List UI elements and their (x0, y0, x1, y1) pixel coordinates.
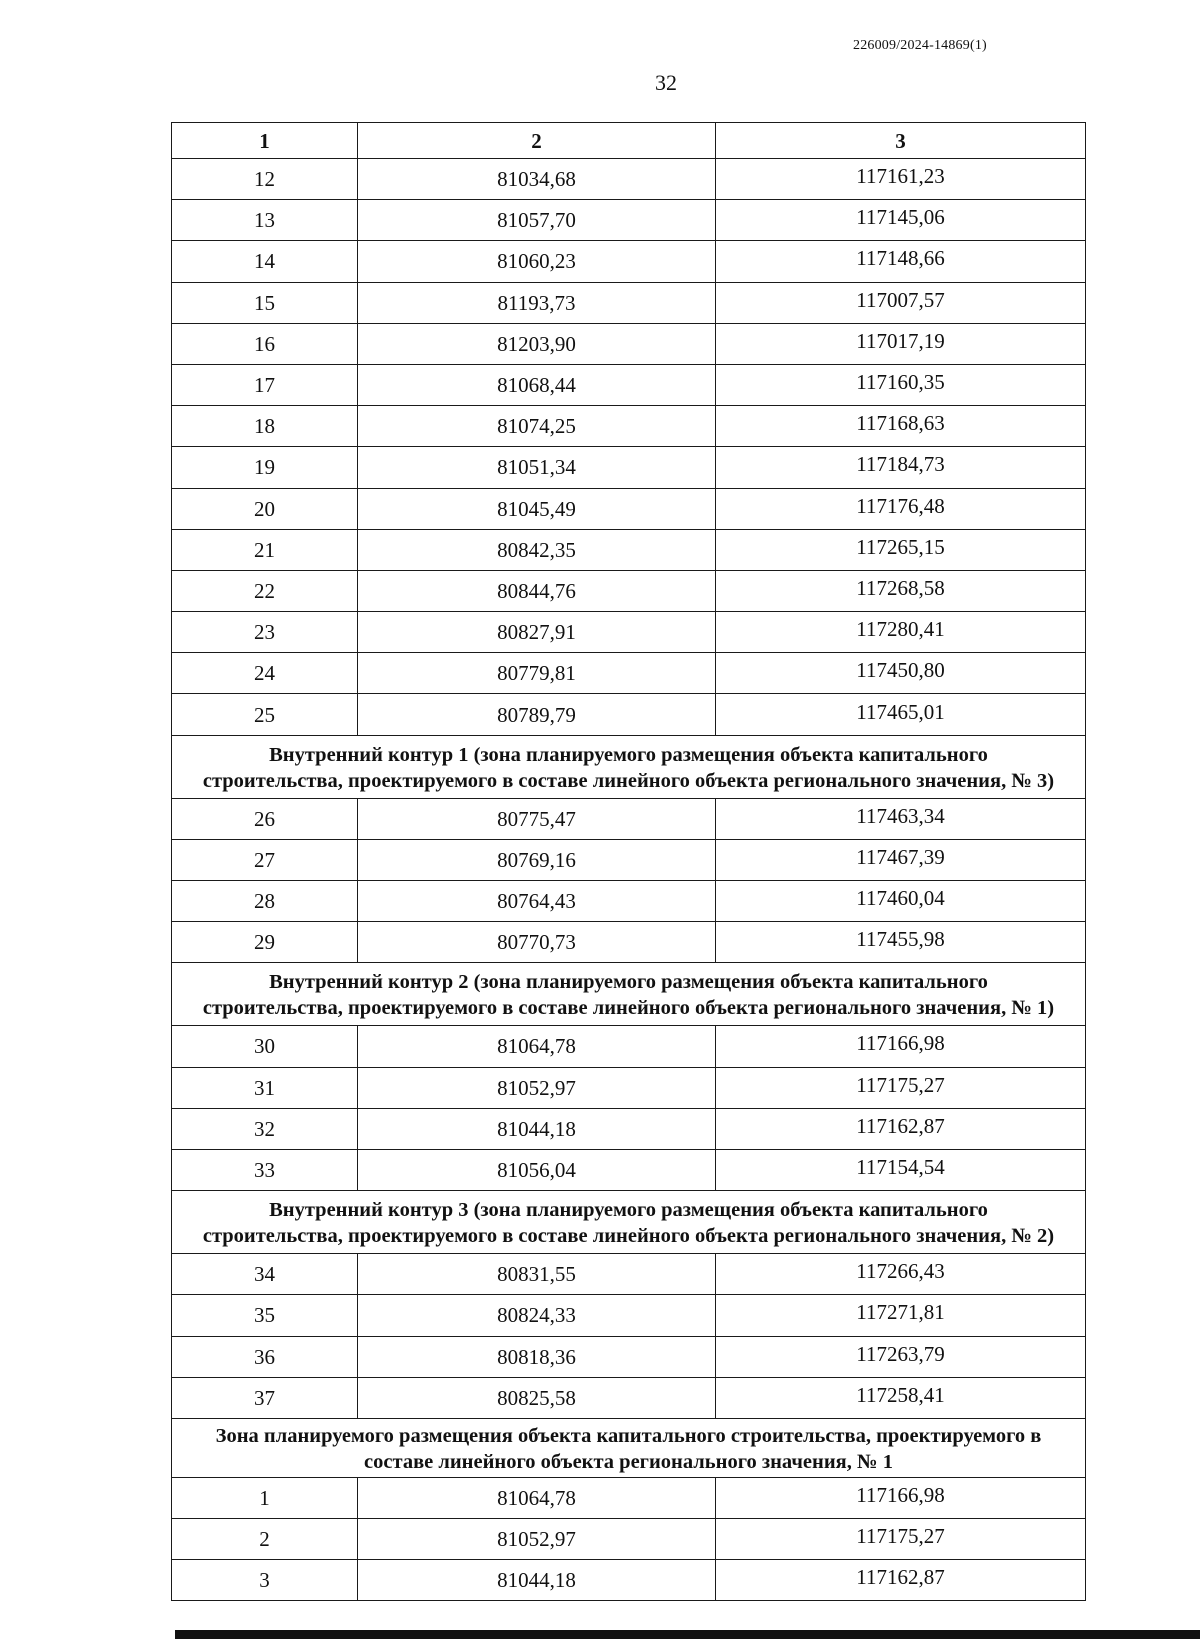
x-coordinate-cell: 81203,90 (358, 323, 716, 364)
y-coordinate-cell: 117166,98 (716, 1026, 1086, 1067)
table-row (172, 364, 1086, 405)
point-number-cell: 17 (172, 364, 358, 405)
y-coordinate-cell: 117184,73 (716, 447, 1086, 488)
document-number: 226009/2024-14869(1) (853, 38, 987, 53)
y-coordinate-cell: 117168,63 (716, 406, 1086, 447)
y-coordinate-cell: 117148,66 (716, 241, 1086, 282)
table-header (172, 123, 1086, 159)
table-row (172, 1254, 1086, 1295)
table-row (172, 1477, 1086, 1518)
column-header-1: 1 (172, 123, 358, 159)
point-number-cell: 21 (172, 529, 358, 570)
table-body (172, 159, 1086, 1601)
y-coordinate-cell: 117161,23 (716, 159, 1086, 200)
y-coordinate-cell: 117162,87 (716, 1108, 1086, 1149)
table-row (172, 447, 1086, 488)
point-number-cell: 3 (172, 1560, 358, 1601)
point-number-cell: 31 (172, 1067, 358, 1108)
section-title: Зона планируемого размещения объекта капитального строительства, проектируемого в составе линейного объекта регионального значения, № 1 (172, 1418, 1086, 1477)
table-row (172, 1026, 1086, 1067)
point-number-cell: 18 (172, 406, 358, 447)
header-row (172, 123, 1086, 159)
point-number-cell: 15 (172, 282, 358, 323)
y-coordinate-cell: 117467,39 (716, 839, 1086, 880)
point-number-cell: 2 (172, 1519, 358, 1560)
y-coordinate-cell: 117007,57 (716, 282, 1086, 323)
y-coordinate-cell: 117280,41 (716, 612, 1086, 653)
point-number-cell: 24 (172, 653, 358, 694)
table-row (172, 529, 1086, 570)
point-number-cell: 14 (172, 241, 358, 282)
x-coordinate-cell: 81068,44 (358, 364, 716, 405)
y-coordinate-cell: 117268,58 (716, 570, 1086, 611)
section-title: Внутренний контур 2 (зона планируемого размещения объекта капитального строительства, проектируемого в составе линейного объекта регионального значения, № 1) (172, 963, 1086, 1026)
x-coordinate-cell: 81064,78 (358, 1026, 716, 1067)
table-row (172, 1336, 1086, 1377)
y-coordinate-cell: 117258,41 (716, 1377, 1086, 1418)
table-row (172, 922, 1086, 963)
y-coordinate-cell: 117154,54 (716, 1149, 1086, 1190)
point-number-cell: 28 (172, 881, 358, 922)
x-coordinate-cell: 80769,16 (358, 839, 716, 880)
y-coordinate-cell: 117176,48 (716, 488, 1086, 529)
point-number-cell: 26 (172, 798, 358, 839)
table-row (172, 1560, 1086, 1601)
point-number-cell: 22 (172, 570, 358, 611)
y-coordinate-cell: 117175,27 (716, 1519, 1086, 1560)
scan-edge-bar (175, 1630, 1200, 1639)
y-coordinate-cell: 117162,87 (716, 1560, 1086, 1601)
x-coordinate-cell: 80779,81 (358, 653, 716, 694)
section-title: Внутренний контур 3 (зона планируемого размещения объекта капитального строительства, проектируемого в составе линейного объекта регионального значения, № 2) (172, 1191, 1086, 1254)
point-number-cell: 1 (172, 1477, 358, 1518)
x-coordinate-cell: 81051,34 (358, 447, 716, 488)
point-number-cell: 19 (172, 447, 358, 488)
x-coordinate-cell: 80825,58 (358, 1377, 716, 1418)
x-coordinate-cell: 81056,04 (358, 1149, 716, 1190)
x-coordinate-cell: 80844,76 (358, 570, 716, 611)
x-coordinate-cell: 80831,55 (358, 1254, 716, 1295)
table-row (172, 406, 1086, 447)
y-coordinate-cell: 117175,27 (716, 1067, 1086, 1108)
point-number-cell: 16 (172, 323, 358, 364)
point-number-cell: 27 (172, 839, 358, 880)
x-coordinate-cell: 81193,73 (358, 282, 716, 323)
table-row (172, 798, 1086, 839)
table-row (172, 1149, 1086, 1190)
point-number-cell: 37 (172, 1377, 358, 1418)
x-coordinate-cell: 80818,36 (358, 1336, 716, 1377)
table-row (172, 1067, 1086, 1108)
x-coordinate-cell: 81044,18 (358, 1108, 716, 1149)
table-row (172, 694, 1086, 735)
column-header-3: 3 (716, 123, 1086, 159)
point-number-cell: 36 (172, 1336, 358, 1377)
x-coordinate-cell: 81034,68 (358, 159, 716, 200)
y-coordinate-cell: 117271,81 (716, 1295, 1086, 1336)
section-row (172, 1418, 1086, 1477)
y-coordinate-cell: 117463,34 (716, 798, 1086, 839)
section-row (172, 735, 1086, 798)
y-coordinate-cell: 117450,80 (716, 653, 1086, 694)
y-coordinate-cell: 117266,43 (716, 1254, 1086, 1295)
page-number: 32 (655, 70, 677, 95)
table-row (172, 323, 1086, 364)
table-row (172, 200, 1086, 241)
point-number-cell: 13 (172, 200, 358, 241)
table-row (172, 488, 1086, 529)
coordinates-table (171, 122, 1086, 1601)
table-row (172, 839, 1086, 880)
table-row (172, 653, 1086, 694)
y-coordinate-cell: 117145,06 (716, 200, 1086, 241)
y-coordinate-cell: 117265,15 (716, 529, 1086, 570)
table-row (172, 282, 1086, 323)
table-row (172, 570, 1086, 611)
point-number-cell: 35 (172, 1295, 358, 1336)
section-title: Внутренний контур 1 (зона планируемого размещения объекта капитального строительства, проектируемого в составе линейного объекта регионального значения, № 3) (172, 735, 1086, 798)
x-coordinate-cell: 80770,73 (358, 922, 716, 963)
point-number-cell: 23 (172, 612, 358, 653)
y-coordinate-cell: 117263,79 (716, 1336, 1086, 1377)
table-row (172, 1108, 1086, 1149)
point-number-cell: 32 (172, 1108, 358, 1149)
x-coordinate-cell: 81045,49 (358, 488, 716, 529)
table-row (172, 881, 1086, 922)
table-row (172, 612, 1086, 653)
x-coordinate-cell: 81064,78 (358, 1477, 716, 1518)
table-row (172, 1295, 1086, 1336)
x-coordinate-cell: 81052,97 (358, 1519, 716, 1560)
point-number-cell: 34 (172, 1254, 358, 1295)
table-row (172, 241, 1086, 282)
x-coordinate-cell: 80775,47 (358, 798, 716, 839)
y-coordinate-cell: 117455,98 (716, 922, 1086, 963)
x-coordinate-cell: 80764,43 (358, 881, 716, 922)
x-coordinate-cell: 80842,35 (358, 529, 716, 570)
point-number-cell: 25 (172, 694, 358, 735)
x-coordinate-cell: 80824,33 (358, 1295, 716, 1336)
point-number-cell: 30 (172, 1026, 358, 1067)
x-coordinate-cell: 81074,25 (358, 406, 716, 447)
table-row (172, 1519, 1086, 1560)
y-coordinate-cell: 117465,01 (716, 694, 1086, 735)
x-coordinate-cell: 81060,23 (358, 241, 716, 282)
y-coordinate-cell: 117160,35 (716, 364, 1086, 405)
x-coordinate-cell: 81044,18 (358, 1560, 716, 1601)
y-coordinate-cell: 117460,04 (716, 881, 1086, 922)
x-coordinate-cell: 81052,97 (358, 1067, 716, 1108)
section-row (172, 1191, 1086, 1254)
point-number-cell: 29 (172, 922, 358, 963)
column-header-2: 2 (358, 123, 716, 159)
point-number-cell: 20 (172, 488, 358, 529)
x-coordinate-cell: 81057,70 (358, 200, 716, 241)
x-coordinate-cell: 80827,91 (358, 612, 716, 653)
section-row (172, 963, 1086, 1026)
y-coordinate-cell: 117166,98 (716, 1477, 1086, 1518)
point-number-cell: 33 (172, 1149, 358, 1190)
point-number-cell: 12 (172, 159, 358, 200)
x-coordinate-cell: 80789,79 (358, 694, 716, 735)
table-row (172, 1377, 1086, 1418)
table-row (172, 159, 1086, 200)
y-coordinate-cell: 117017,19 (716, 323, 1086, 364)
